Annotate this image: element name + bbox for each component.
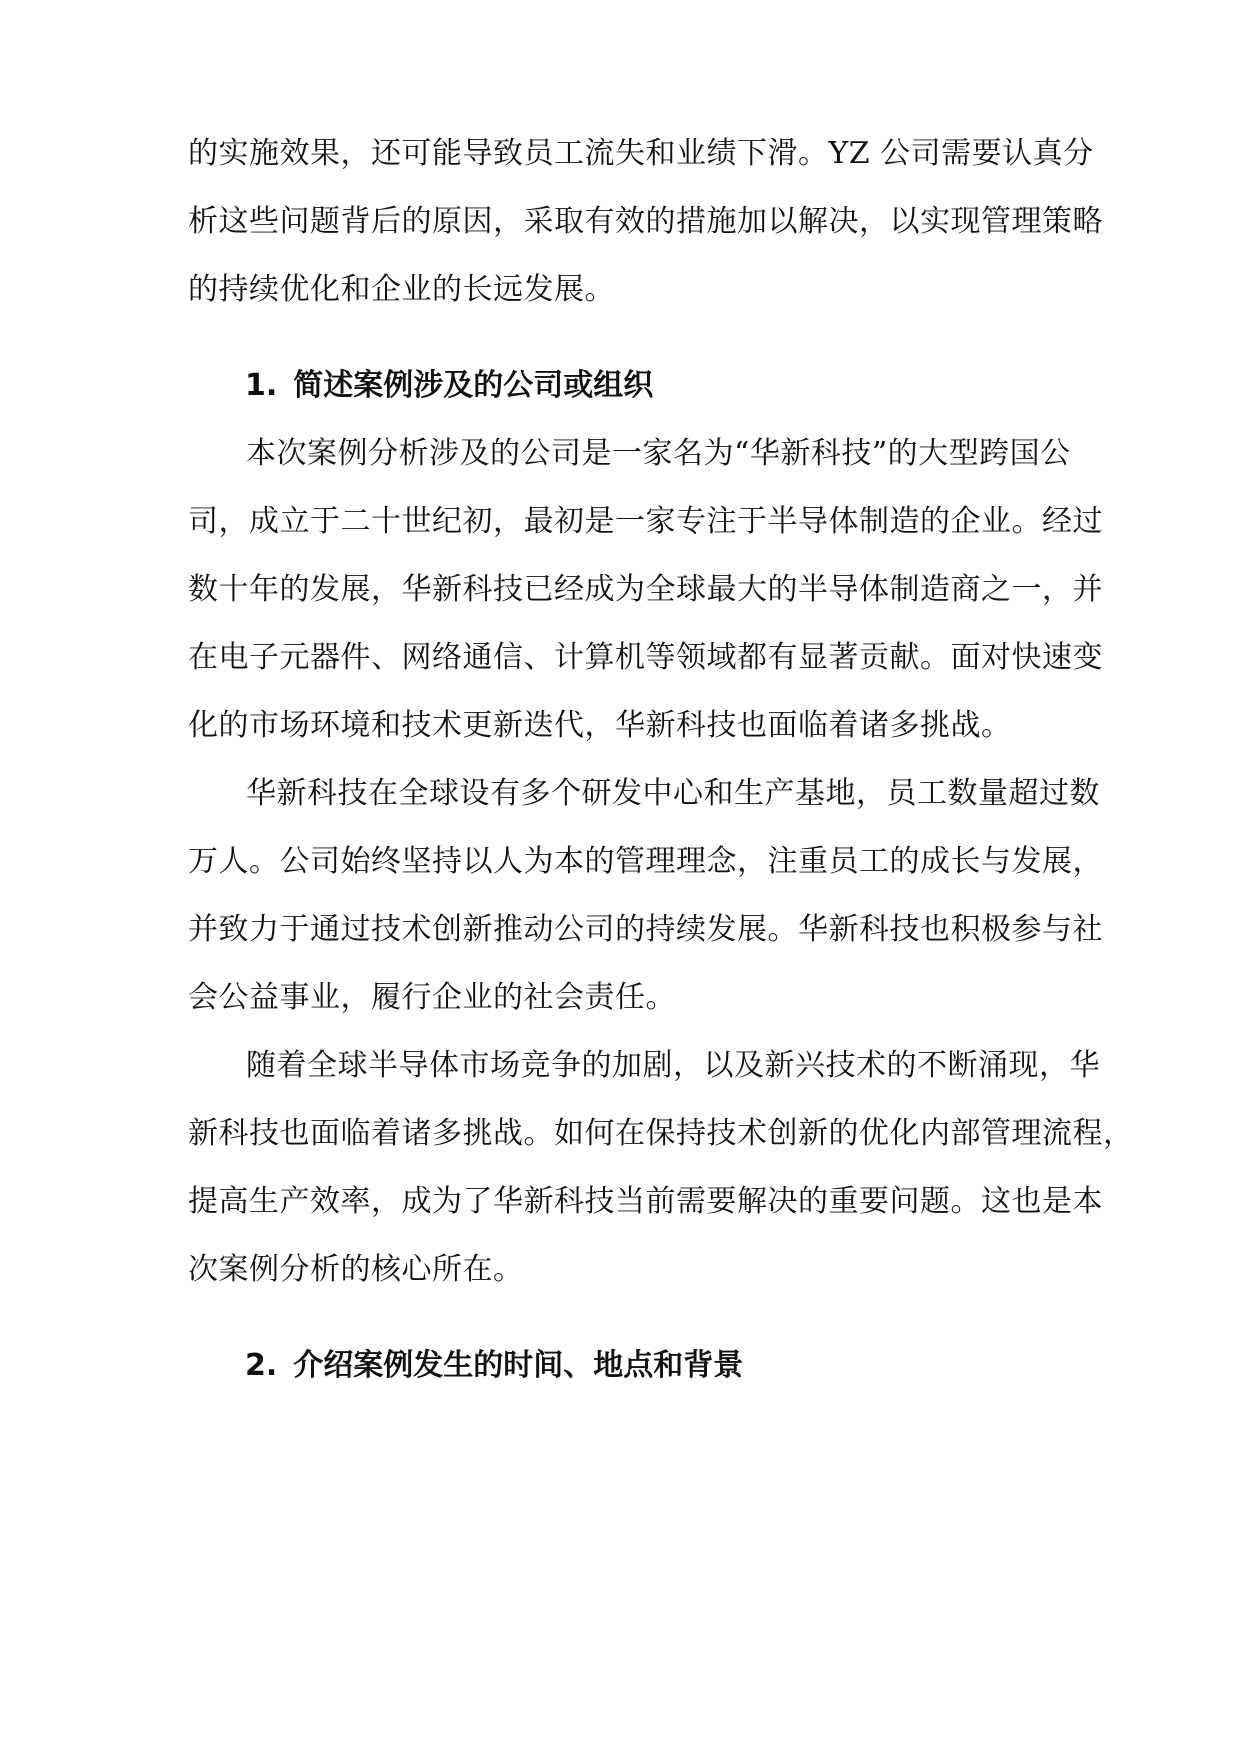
text-line: 司，成立于二十世纪初，最初是一家专注于半导体制造的企业。经过 (188, 504, 1103, 539)
section-number: 2. (245, 1348, 278, 1383)
section-heading (245, 1346, 743, 1386)
section-title: 简述案例涉及的公司或组织 (293, 368, 654, 403)
text-line: 化的市场环境和技术更新迭代，华新科技也面临着诸多挑战。 (188, 708, 1012, 743)
text-line: 并致力于通过技术创新推动公司的持续发展。华新科技也积极参与社 (188, 912, 1103, 947)
text-line: 本次案例分析涉及的公司是一家名为“华新科技”的大型跨国公 (246, 436, 1071, 471)
text-line: 析这些问题背后的原因，采取有效的措施加以解决，以实现管理策略 (188, 204, 1103, 239)
section-heading (245, 366, 653, 406)
text-line: 万人。公司始终坚持以人为本的管理理念，注重员工的成长与发展， (188, 844, 1103, 879)
section-number: 1. (245, 368, 278, 403)
text-line: 的持续优化和企业的长远发展。 (188, 272, 615, 307)
text-line: 提高生产效率，成为了华新科技当前需要解决的重要问题。这也是本 (188, 1184, 1103, 1219)
text-line: 次案例分析的核心所在。 (188, 1252, 524, 1287)
text-line: 会公益事业，履行企业的社会责任。 (188, 980, 676, 1015)
text-line: 华新科技在全球设有多个研发中心和生产基地，员工数量超过数 (246, 776, 1100, 811)
text-line: 的实施效果，还可能导致员工流失和业绩下滑。YZ 公司需要认真分 (188, 136, 1094, 171)
section-title: 介绍案例发生的时间、地点和背景 (293, 1348, 744, 1383)
text-line: 在电子元器件、网络通信、计算机等领域都有显著贡献。面对快速变 (188, 640, 1103, 675)
text-line: 数十年的发展，华新科技已经成为全球最大的半导体制造商之一，并 (188, 572, 1103, 607)
text-line: 新科技也面临着诸多挑战。如何在保持技术创新的优化内部管理流程， (188, 1116, 1134, 1151)
text-line: 随着全球半导体市场竞争的加剧，以及新兴技术的不断涌现，华 (246, 1048, 1100, 1083)
